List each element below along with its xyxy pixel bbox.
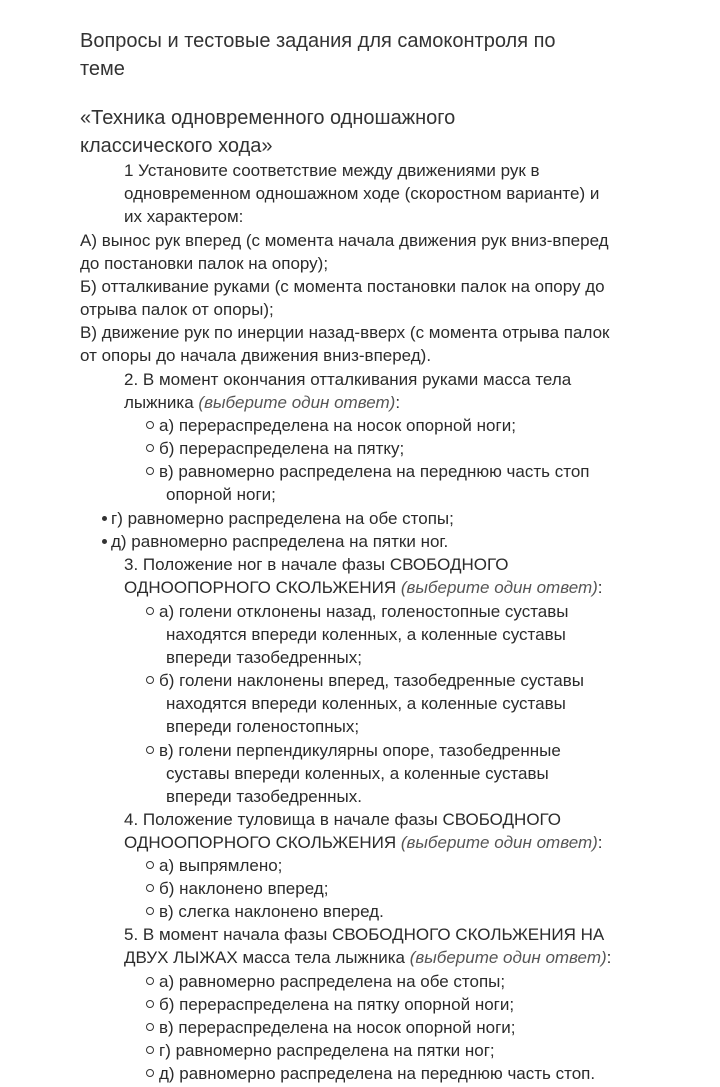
q2-option-c-line-2: опорной ноги; (166, 485, 276, 504)
circle-bullet-icon (146, 444, 154, 452)
page-title-line-1: Вопросы и тестовые задания для самоконтроля по (80, 30, 556, 52)
answer-hint: (выберите один ответ) (400, 833, 598, 852)
q5-option-b[interactable]: б) перераспределена на пятку опорной ноги; (146, 993, 514, 1016)
question-1-line-2: одновременном одношажном ходе (скоростном варианте) и (124, 184, 600, 203)
q1-item-a-line-2: до постановки палок на опору); (80, 254, 329, 273)
q2-option-c[interactable]: в) равномерно распределена на переднюю часть стоп (146, 460, 590, 483)
q2-option-b[interactable]: б) перераспределена на пятку; (146, 437, 404, 460)
circle-bullet-icon (146, 676, 154, 684)
q3-option-b[interactable]: б) голени наклонены вперед, тазобедренные суставы (146, 669, 584, 692)
circle-bullet-icon (146, 467, 154, 475)
answer-hint: (выберите один ответ) (198, 393, 396, 412)
circle-bullet-icon (146, 861, 154, 869)
q3-option-a-line-2: находятся впереди коленных, а коленные суставы (166, 625, 566, 644)
circle-bullet-icon (146, 607, 154, 615)
question-5-line-1: 5. В момент начала фазы СВОБОДНОГО СКОЛЬЖЕНИЯ НА (124, 925, 605, 944)
q4-option-a[interactable]: а) выпрямлено; (146, 854, 282, 877)
topic-title-line-1: «Техника одновременного одношажного (80, 107, 456, 129)
q3-option-b-line-3: впереди голеностопных; (166, 717, 360, 736)
q3-option-a[interactable]: а) голени отклонены назад, голеностопные суставы (146, 600, 569, 623)
q1-item-b-line-2: отрыва палок от опоры); (80, 300, 274, 319)
q5-option-a[interactable]: а) равномерно распределена на обе стопы; (146, 970, 505, 993)
q5-option-d[interactable]: г) равномерно распределена на пятки ног; (146, 1039, 495, 1062)
q4-option-b[interactable]: б) наклонено вперед; (146, 877, 328, 900)
q5-option-c[interactable]: в) перераспределена на носок опорной ноги; (146, 1016, 516, 1039)
circle-bullet-icon (146, 884, 154, 892)
disc-bullet-icon (102, 516, 107, 521)
question-3-line-1: 3. Положение ног в начале фазы СВОБОДНОГО (124, 555, 509, 574)
topic-title-line-2: классического хода» (80, 135, 273, 157)
q4-option-c[interactable]: в) слегка наклонено вперед. (146, 900, 384, 923)
question-2-line-2: лыжника (выберите один ответ): (124, 393, 401, 412)
question-2-line-1: 2. В момент окончания отталкивания руками масса тела (124, 370, 572, 389)
page-title-line-2: теме (80, 58, 125, 80)
question-4-line-1: 4. Положение туловища в начале фазы СВОБОДНОГО (124, 810, 562, 829)
answer-hint: (выберите один ответ) (400, 578, 598, 597)
circle-bullet-icon (146, 421, 154, 429)
question-3-line-2: ОДНООПОРНОГО СКОЛЬЖЕНИЯ (выберите один ответ): (124, 578, 603, 597)
q5-option-e[interactable]: д) равномерно распределена на переднюю часть стоп. (146, 1062, 595, 1085)
question-4-line-2: ОДНООПОРНОГО СКОЛЬЖЕНИЯ (выберите один ответ): (124, 833, 603, 852)
q2-option-d[interactable]: г) равномерно распределена на обе стопы; (102, 507, 454, 530)
circle-bullet-icon (146, 1023, 154, 1031)
disc-bullet-icon (102, 539, 107, 544)
q2-option-e[interactable]: д) равномерно распределена на пятки ног. (102, 530, 448, 553)
q3-option-c[interactable]: в) голени перпендикулярны опоре, тазобедренные (146, 739, 561, 762)
circle-bullet-icon (146, 1000, 154, 1008)
question-1-line-3: их характером: (124, 207, 244, 226)
q1-item-a-line-1: А) вынос рук вперед (с момента начала движения рук вниз-вперед (80, 231, 609, 250)
answer-hint: (выберите один ответ) (409, 948, 607, 967)
circle-bullet-icon (146, 1046, 154, 1054)
circle-bullet-icon (146, 977, 154, 985)
q3-option-c-line-3: впереди тазобедренных. (166, 787, 362, 806)
q3-option-a-line-3: впереди тазобедренных; (166, 648, 362, 667)
q1-item-c-line-1: В) движение рук по инерции назад-вверх (с момента отрыва палок (80, 323, 610, 342)
q3-option-c-line-2: суставы впереди коленных, а коленные суставы (166, 764, 549, 783)
question-5-line-2: ДВУХ ЛЫЖАХ масса тела лыжника (выберите один ответ): (124, 948, 612, 967)
question-1-line-1: 1 Установите соответствие между движениями рук в (124, 161, 540, 180)
q3-option-b-line-2: находятся впереди коленных, а коленные суставы (166, 694, 566, 713)
circle-bullet-icon (146, 907, 154, 915)
q1-item-b-line-1: Б) отталкивание руками (с момента постановки палок на опору до (80, 277, 605, 296)
circle-bullet-icon (146, 1069, 154, 1077)
q2-option-a[interactable]: а) перераспределена на носок опорной ноги; (146, 414, 516, 437)
circle-bullet-icon (146, 746, 154, 754)
q1-item-c-line-2: от опоры до начала движения вниз-вперед). (80, 346, 432, 365)
